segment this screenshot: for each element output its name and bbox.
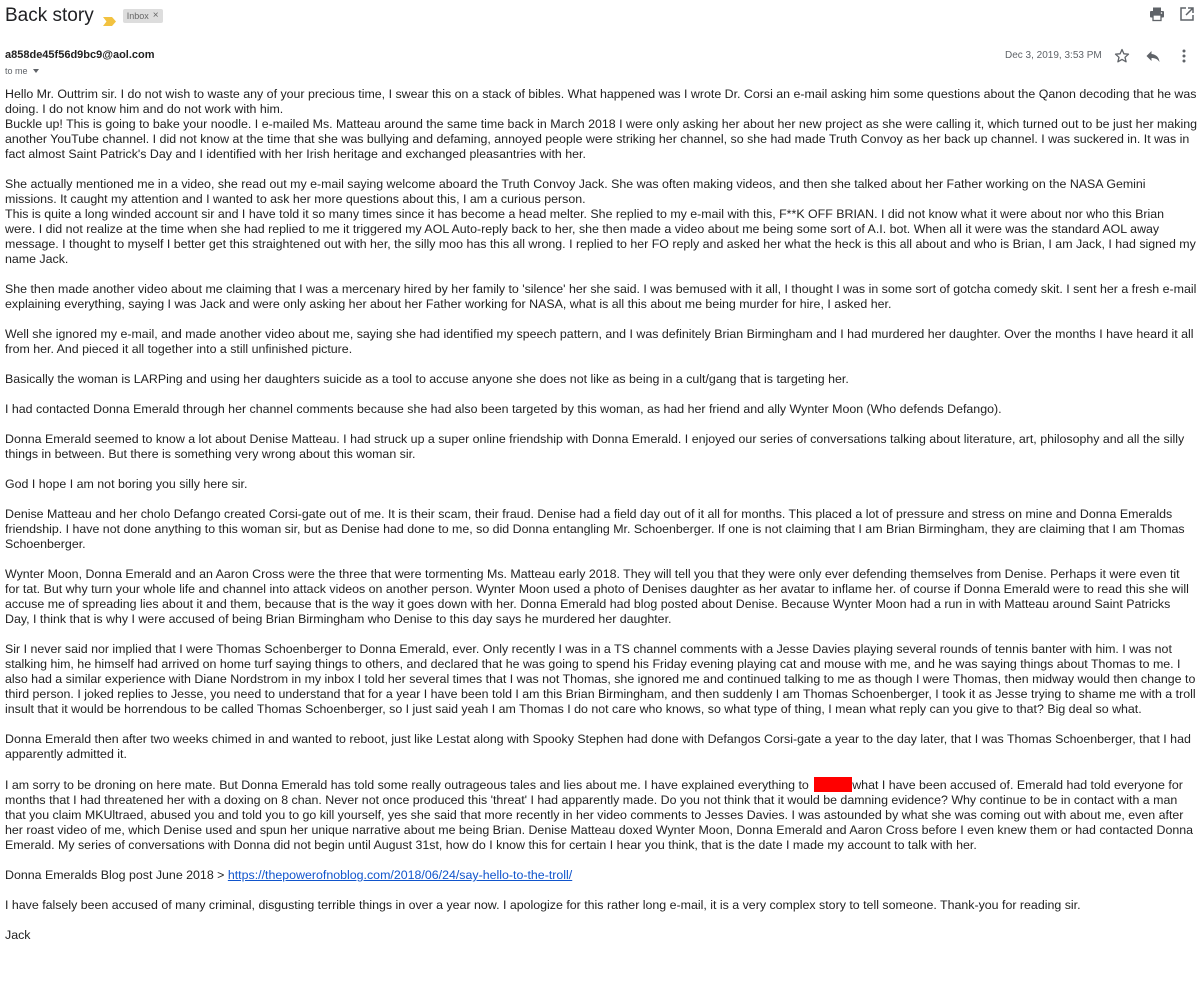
remove-label-icon[interactable]: × — [152, 10, 159, 21]
sender-address: a858de45f56d9bc9@aol.com — [5, 49, 155, 61]
paragraph-text: what I have been accused of. Emerald had told everyone for months that I had threatened her with a doxing on 8 chan. Never not once produced this 'threat' I had apparently made. Do you not think that it would be damning evidence? Why continue to be in contact with a man that you claim MKUltraed, abused you and told you to go kill yourself, yes she said that more recently in her video comments to Jesses Davies. I was astounded by what she was coming out with about me, even after her roast video of me, which Denise used and spun her unique narrative about me being Brian. Denise Matteau doxed Wynter Moon, Donna Emerald and Aaron Cross before I even knew them or had contacted Donna Emerald. My series of conversations with Donna did not begin until August 31st, how do I know this for certain I hear you think, that is the date I made my account to talk with her. — [5, 778, 1194, 852]
star-icon[interactable] — [1114, 48, 1130, 64]
body-paragraph: Donna Emerald seemed to know a lot about Denise Matteau. I had struck up a super online friendship with Donna Emerald. I enjoyed our series of conversations talking about literature, art, philosophy and all the silly things in between. But there is something very wrong about this woman sir. — [5, 432, 1185, 461]
body-paragraph: This is quite a long winded account sir and I have told it so many times since it has become a head melter. She replied to my e-mail with this, F**K OFF BRIAN. I did not know what it were about nor who this Brian were. I did not realize at the time when she had replied to me it triggered my AOL Auto-reply back to her, she then made a video about me being some sort of A.I. bot. When all it were was the standard AOL away message. I thought to myself I better get this straightened out with her, the silly moo has this all wrong. I replied to her FO reply and asked her what the heck is this all about and who is Brian, I am Jack, I had signed my name Jack. — [5, 207, 1196, 266]
print-icon[interactable] — [1149, 6, 1165, 22]
signature: Jack — [5, 928, 31, 942]
body-paragraph: Buckle up! This is going to bake your noodle. I e-mailed Ms. Matteau around the same time back in March 2018 I were only asking her about her new project as she were calling it, which turned out to be just her making another YouTube channel. I did not know at the time that she was bullying and defaming, annoyed people were striking her channel, so she had made Truth Convoy as her back up channel. I was suckered in. It was in fact almost Saint Patrick's Day and I identified with her Irish heritage and exchanged pleasantries with her. — [5, 117, 1197, 161]
message-date: Dec 3, 2019, 3:53 PM — [1005, 50, 1102, 61]
body-paragraph: Sir I never said nor implied that I were Thomas Schoenberger to Donna Emerald, ever. Only recently I was in a TS channel comments with a Jesse Davies playing several rounds of tennis banter with him. I was not stalking him, he himself had arrived on home turf saying things to others, and declared that he was going to spend his Friday evening playing cat and mouse with me, and he was saying things about Thomas to me. I also had a similar experience with Diane Nordstrom in my inbox I told her several times that I was not Thomas, she ignored me and continued talking to me as though I were Thomas, then midway would then change to third person. I joked replies to Jesse, you need to understand that for a year I have been told I am this Brian Birmingham, and then suddenly I am Thomas Schoenberger, I took it as Jesse trying to shame me with a troll insult that it would be horrendous to be called Thomas Schoenberger, so I just said yeah I am Thomas I do not care who knows, so what type of thing, I mean what reply can you give to that? Big deal so what. — [5, 642, 1196, 716]
body-paragraph: She then made another video about me claiming that I was a mercenary hired by her family to 'silence' her she said. I was bemused with it all, I thought I was in some sort of gotcha comedy skit. I sent her a fresh e-mail explaining everything, saying I was Jack and were only asking her about her Father working for NASA, what is all this about me being murder for hire, I asked her. — [5, 282, 1197, 311]
blog-reference-text: Donna Emeralds Blog post June 2018 > — [5, 868, 228, 882]
thread-actions — [1149, 6, 1195, 22]
body-paragraph: Denise Matteau and her cholo Defango created Corsi-gate out of me. It is their scam, their fraud. Denise had a field day out of it all for months. This placed a lot of pressure and stress on mine and Donna Emeralds friendship. I have not done anything to this woman sir, but as Denise had done to me, so did Donna entangling Mr. Schoenberger. If one is not claiming that I am Brian Birmingham, they are claiming that I am Thomas Schoenberger. — [5, 507, 1185, 551]
body-paragraph: Wynter Moon, Donna Emerald and an Aaron Cross were the three that were tormenting Ms. Matteau early 2018. They will tell you that they were only ever defending themselves from Denise. Perhaps it were even tit for tat. But why turn your whole life and channel into attack videos on another person. Wynter Moon used a photo of Denises daughter as her avatar to inflame her. of course if Donna Emerald were to read this she will accuse me of spreading lies about it and them, because that is the way it goes down with her. Donna Emerald had blog posted about Denise. Because Wynter Moon had a run in with Matteau around Saint Patricks Day, I think that is why I were accused of being Brian Birmingham who Denise to this day says he murdered her daughter. — [5, 567, 1189, 626]
paragraph-text: I am sorry to be droning on here mate. But Donna Emerald has told some really outrageous tales and lies about me. I have explained everything to — [5, 778, 813, 792]
chevron-down-icon[interactable] — [33, 69, 39, 73]
body-paragraph: Basically the woman is LARPing and using her daughters suicide as a tool to accuse anyone she does not like as being in a cult/gang that is targeting her. — [5, 372, 849, 386]
blog-link[interactable]: https://thepowerofnoblog.com/2018/06/24/say-hello-to-the-troll/ — [227, 868, 573, 882]
body-paragraph: I have falsely been accused of many criminal, disgusting terrible things in over a year now. I apologize for this rather long e-mail, it is a very complex story to tell someone. Thank-you for reading sir. — [5, 898, 1081, 912]
recipient-details-toggle[interactable] — [5, 66, 39, 76]
open-in-new-window-icon[interactable] — [1179, 6, 1195, 22]
recipient-label: to me — [5, 66, 28, 76]
body-paragraph — [5, 868, 1197, 883]
more-vertical-icon[interactable] — [1176, 48, 1192, 64]
body-paragraph: She actually mentioned me in a video, she read out my e-mail saying welcome aboard the Truth Convoy Jack. She was often making videos, and then she talked about her Father working on the NASA Gemini missions. It caught my attention and I wanted to ask her more questions about this, I am a curious person. — [5, 177, 1146, 206]
message-actions — [1114, 48, 1192, 64]
label-text: Inbox — [126, 11, 149, 21]
important-marker-icon[interactable] — [103, 13, 116, 22]
body-paragraph: Hello Mr. Outtrim sir. I do not wish to waste any of your precious time, I swear this on a stack of bibles. What happened was I wrote Dr. Corsi an e-mail asking him some questions about the Qanon decoding that he was doing. I do not know him and do not work with him. — [5, 87, 1197, 116]
redaction-block — [814, 777, 852, 792]
subject-bar — [5, 4, 163, 28]
message-body — [5, 87, 1197, 943]
body-paragraph: Donna Emerald then after two weeks chimed in and wanted to reboot, just like Lestat along with Spooky Stephen had done with Defangos Corsi-gate a year to the day later, that I was Thomas Schoenberger, that I had apparently admitted it. — [5, 732, 1191, 761]
body-paragraph: God I hope I am not boring you silly here sir. — [5, 477, 248, 491]
inbox-label-chip[interactable] — [123, 9, 163, 23]
email-subject: Back story — [5, 5, 94, 26]
body-paragraph: I had contacted Donna Emerald through her channel comments because she had also been targeted by this woman, as had her friend and ally Wynter Moon (Who defends Defango). — [5, 402, 1002, 416]
body-paragraph — [5, 777, 1197, 853]
reply-icon[interactable] — [1145, 48, 1161, 64]
body-paragraph: Well she ignored my e-mail, and made another video about me, saying she had identified my speech pattern, and I was definitely Brian Birmingham and I had murdered her daughter. Over the months I have heard it all from her. And pieced it all together into a still unfinished picture. — [5, 327, 1194, 356]
